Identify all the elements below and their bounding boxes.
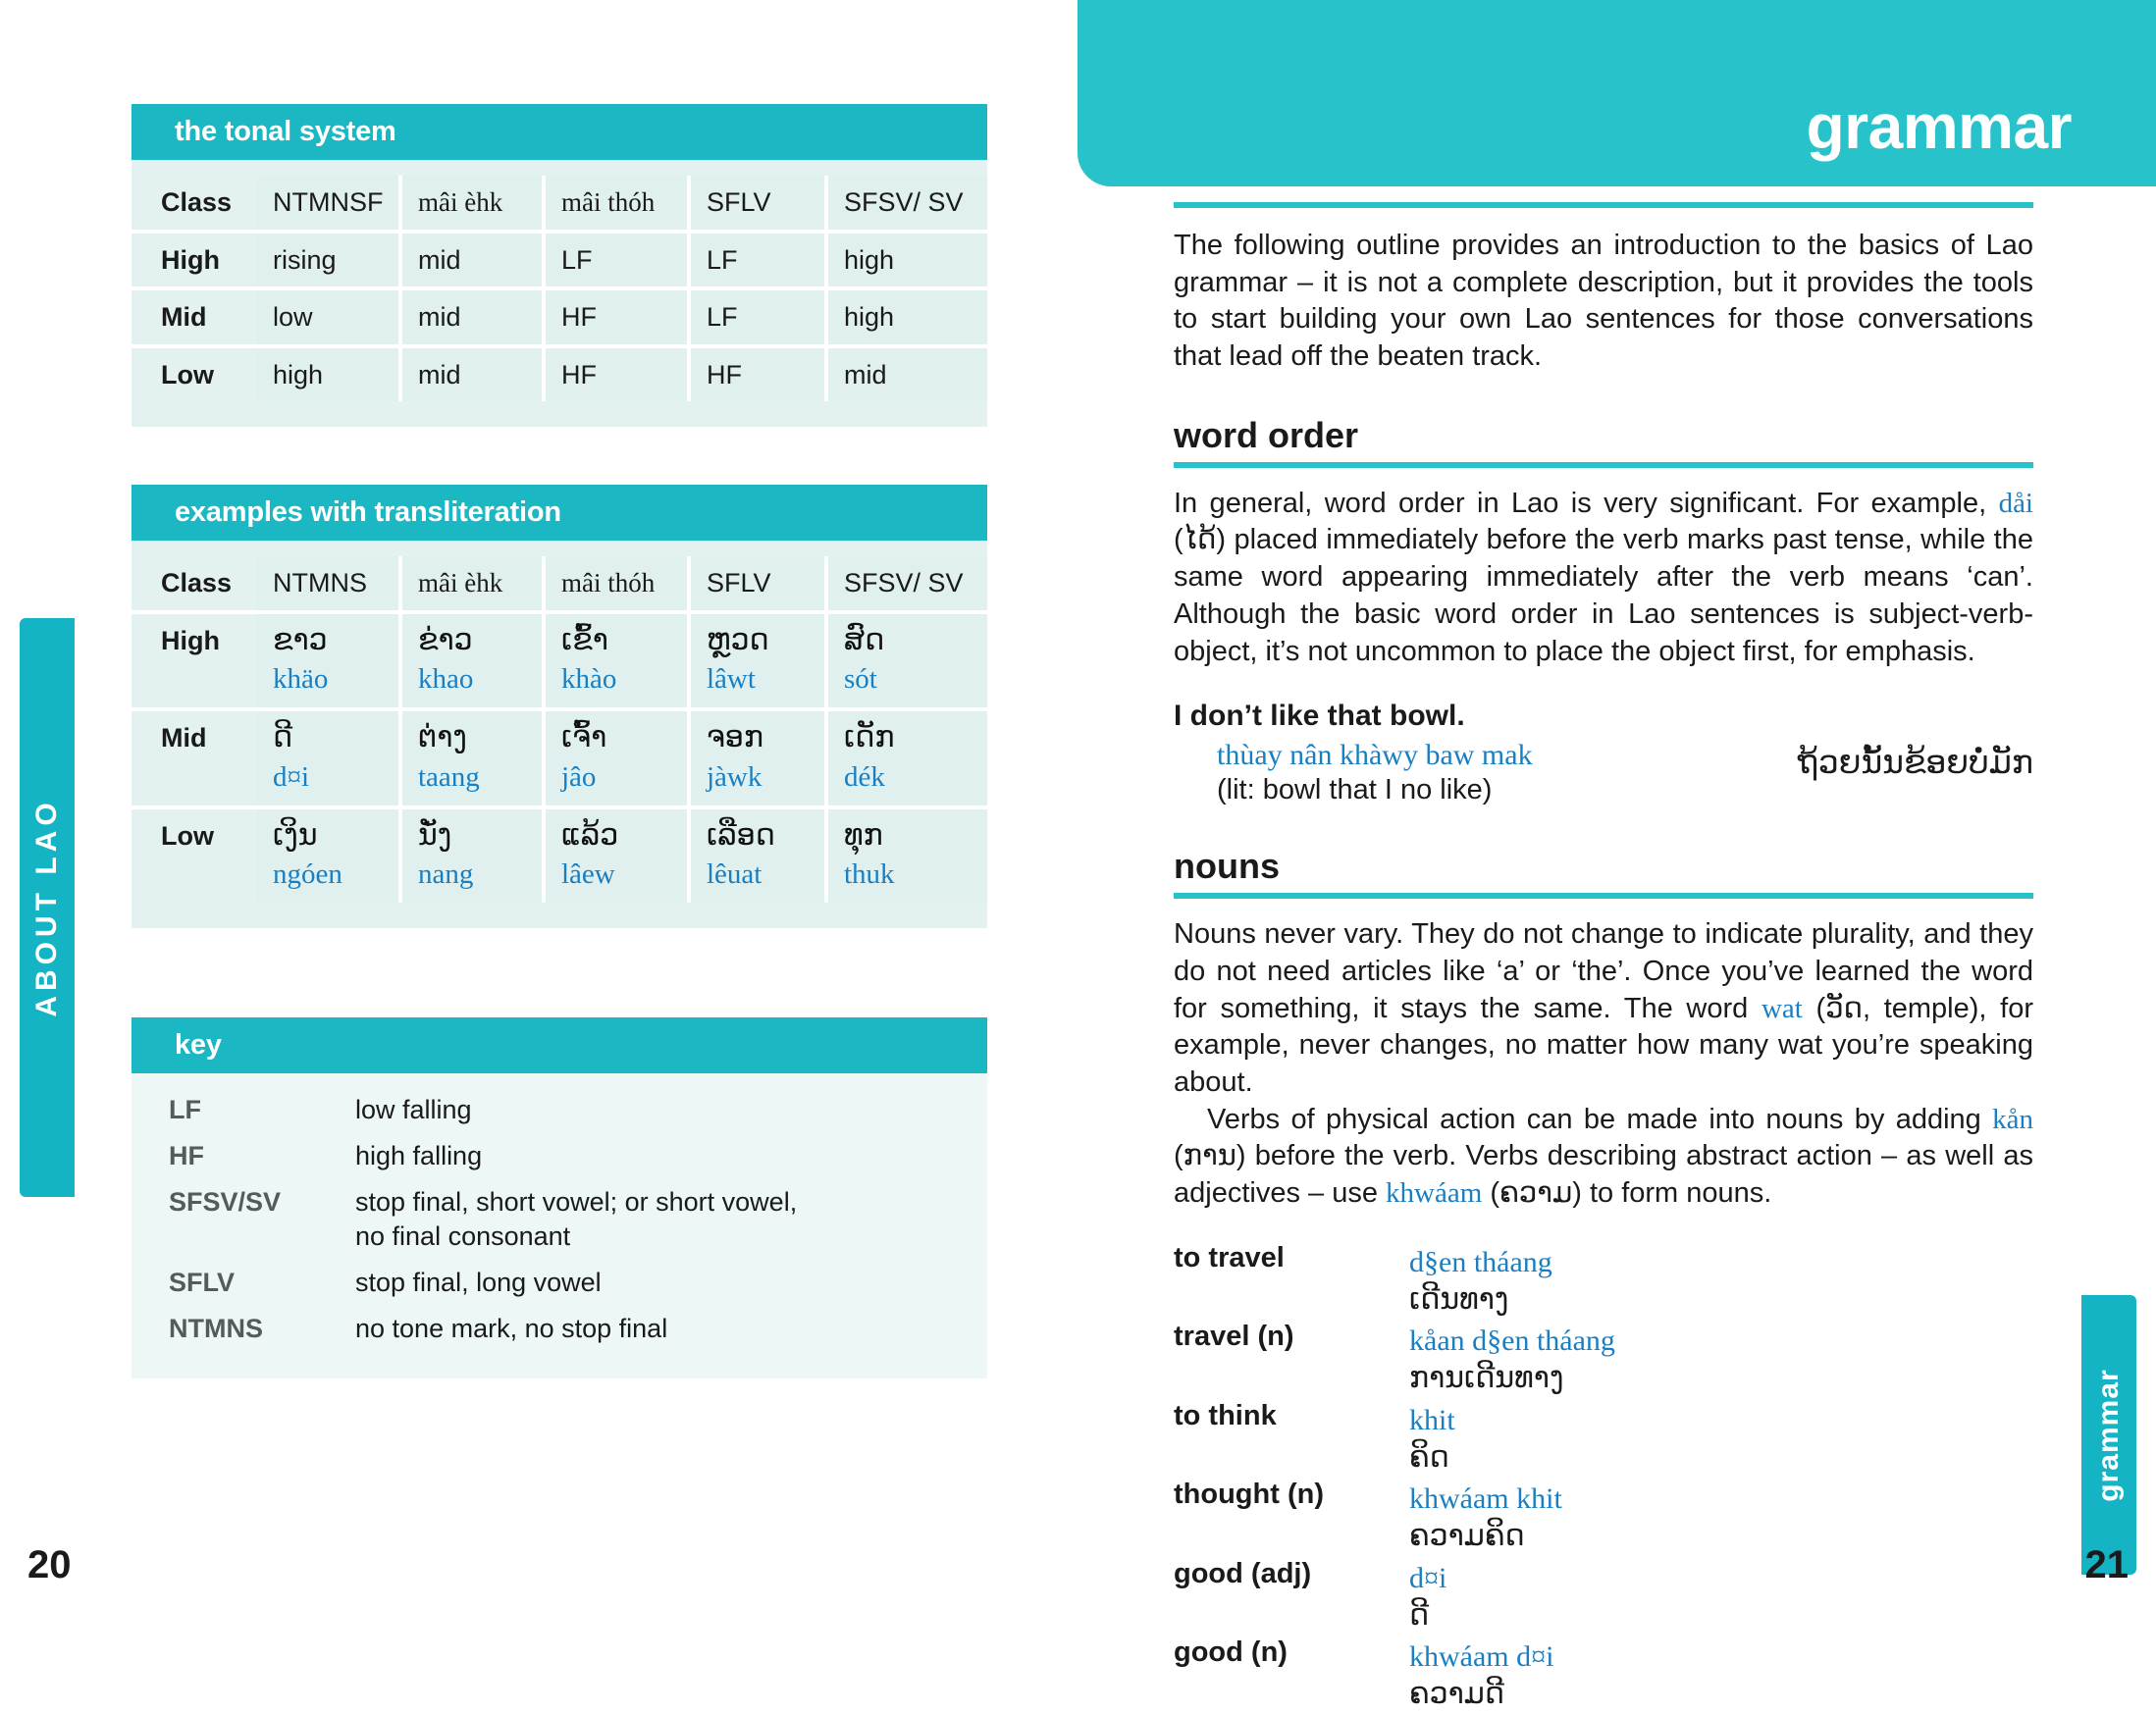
cell: high [257,346,400,402]
key-heading: key [131,1017,987,1073]
nouns-text-1b: (ວັດ, temple), for example, never changes, no matter how many wat you’re speaking about. [1174,992,2033,1098]
vocab-romanization: khit [1409,1403,1455,1436]
key-meaning: high falling [355,1133,987,1179]
list-item [131,1179,987,1260]
panel-spacer [131,1353,987,1378]
lao-script: ສົດ [844,622,885,657]
vocab-romanization: d¤i [1409,1561,1447,1594]
nouns-text-2c: (ຄວາມ) to form nouns. [1482,1177,1772,1209]
cell: mid [400,232,544,289]
nouns-text-2b: (ການ) before the verb. Verbs describing abstract action – as well as adjectives – use [1174,1140,2033,1209]
page-number-right: 21 [2084,1543,2129,1586]
keyword-kan: kån [1992,1103,2033,1135]
romanization: lêuat [707,858,762,891]
vocab-lao-script: ຄວາມດີ [1409,1677,1504,1712]
table-row [1174,1398,2033,1478]
lao-script: ນັ່ງ [418,817,452,853]
cell: rising [257,232,400,289]
cell [400,709,544,807]
cell: mid [400,346,544,402]
cell: LF [544,232,689,289]
romanization: lâew [561,858,615,891]
nouns-text-2a: Verbs of physical action can be made into nouns by adding [1207,1103,1993,1135]
table-row [131,232,987,289]
example-romanization: thùay nân khàwy baw mak [1217,739,1533,772]
vocab-lao-script: ດີ [1409,1597,1430,1633]
vocab-english: travel (n) [1174,1321,1294,1353]
list-item [131,1087,987,1133]
list-item [131,1306,987,1352]
cell [689,807,826,904]
intro-paragraph: The following outline provides an introduction to the basics of Lao grammar – it is not a complete description, but it provides the tools to start building your own Lao sentences for those conversations that lead off the beaten track. [1174,230,2033,373]
key-abbr: HF [131,1133,355,1179]
cell: HF [689,346,826,402]
key-abbr: LF [131,1087,355,1133]
vocab-lao-script: ການເດີນທາງ [1409,1361,1564,1396]
table-header-row [131,556,987,612]
table-row [131,288,987,346]
vocab-romanization: kåan d§en tháang [1409,1324,1615,1358]
lao-script: ເງິນ [273,817,318,853]
lao-script: ແລ້ວ [561,817,619,853]
lao-script: ຈອກ [707,720,763,755]
row-label-mid: Mid [131,709,257,807]
row-label-low: Low [131,807,257,904]
col-header-mai-ehk: mâi èhk [400,176,544,232]
vocab-romanization: d§en tháang [1409,1245,1552,1278]
row-label-high: High [131,232,257,289]
row-label-high: High [131,612,257,710]
example-lao-script: ຖ້ວຍນັ້ນຂ້ອຍບໍ່ມັກ [1797,743,2033,782]
lao-script: ເລືອດ [707,817,775,853]
vocab-english: thought (n) [1174,1479,1324,1511]
panel-spacer [131,541,987,556]
col-header-mai-thoh: mâi thóh [544,176,689,232]
table-header-row [131,176,987,232]
cell: LF [689,288,826,346]
cell [257,807,400,904]
vocab-english: to think [1174,1399,1277,1431]
cell [544,612,689,710]
vocab-lao-script: ຄິດ [1409,1439,1449,1475]
nouns-text-1a: Nouns never vary. They do not change to indicate plurality, and they do not need articles like ‘a’ or ‘the’. Once you’ve learned the word for something, it stays the same. The word [1174,918,2033,1024]
sidebar-tab-about-lao-label: ABOUT LAO [30,798,63,1017]
cell [257,709,400,807]
lao-script: ດີ [273,720,293,755]
romanization: khäo [273,663,329,696]
cell: LF [689,232,826,289]
key-panel [131,1017,987,1378]
panel-spacer [131,1073,987,1087]
section-heading-word-order: word order [1174,414,1359,455]
cell [826,612,987,710]
intro-block [1174,202,2033,376]
lao-script: ເຂົ້າ [561,622,608,657]
romanization: d¤i [273,760,310,793]
cell [257,612,400,710]
table-row [1174,1635,2033,1714]
romanization: lâwt [707,663,756,696]
lao-script: ເຈົ້າ [561,720,607,755]
tonal-system-heading: the tonal system [131,104,987,160]
grammar-content [1174,202,2033,1714]
grammar-banner [1078,0,2156,186]
table-row [131,346,987,402]
vocab-lao-script: ຄວາມຄິດ [1409,1519,1525,1554]
noun-vocab-table [1174,1240,2033,1714]
cell [400,807,544,904]
romanization: jàwk [707,760,762,793]
left-page [0,0,1078,1623]
key-meaning: stop final, short vowel; or short vowel, no final consonant [355,1179,987,1260]
table-row [1174,1319,2033,1398]
nouns-paragraph-1 [1174,916,2033,1101]
lao-script: ເດັກ [844,720,895,755]
romanization: ngóen [273,858,342,891]
cell: low [257,288,400,346]
romanization: dék [844,760,885,793]
cell: mid [826,346,987,402]
lao-script: ທຸກ [844,817,883,853]
row-label-mid: Mid [131,288,257,346]
col-header-sfsv-sv: SFSV/ SV [826,556,987,612]
key-abbr: SFSV/SV [131,1179,355,1260]
cell [400,612,544,710]
lao-script: ຫຼວດ [707,622,769,657]
table-row [1174,1556,2033,1636]
example-literal: (lit: bowl that I no like) [1217,774,1493,806]
examples-panel [131,485,987,928]
table-row [131,807,987,904]
col-header-ntmns: NTMNS [257,556,400,612]
row-label-low: Low [131,346,257,402]
cell: mid [400,288,544,346]
romanization: taang [418,760,480,793]
cell [689,612,826,710]
vocab-romanization: khwáam khit [1409,1482,1562,1516]
section-heading-nouns: nouns [1174,846,1280,887]
tonal-system-panel [131,104,987,427]
keyword-dai: dåi [1998,487,2033,519]
word-order-text-1: In general, word order in Lao is very significant. For example, [1174,487,1999,519]
list-item [131,1260,987,1306]
cell [826,709,987,807]
romanization: jâo [561,760,597,793]
romanization: khao [418,663,474,696]
col-header-ntmnsf: NTMNSF [257,176,400,232]
cell: high [826,288,987,346]
key-table [131,1087,987,1353]
col-header-class: Class [131,176,257,232]
cell [826,807,987,904]
sidebar-tab-grammar [2081,1295,2136,1575]
word-order-text-2: (ໄດ້) placed immediately before the verb marks past tense, while the same word appearing immediately after the verb means ‘can’. Although the basic word order in Lao sentences is subject-verb-object, it’s not uncommon to place the object first, for emphasis. [1174,524,2033,667]
sidebar-tab-grammar-label: grammar [2092,1368,2125,1502]
sidebar-tab-about-lao [20,618,75,1197]
cell: high [826,232,987,289]
examples-heading: examples with transliteration [131,485,987,541]
vocab-romanization: khwáam d¤i [1409,1640,1554,1674]
vocab-lao-script: ເດີນທາງ [1409,1281,1509,1317]
romanization: sót [844,663,877,696]
examples-table [131,556,987,903]
col-header-class: Class [131,556,257,612]
key-meaning: stop final, long vowel [355,1260,987,1306]
col-header-sflv: SFLV [689,176,826,232]
romanization: khào [561,663,617,696]
key-meaning: no tone mark, no stop final [355,1306,987,1352]
cell [544,807,689,904]
panel-spacer [131,903,987,928]
list-item [131,1133,987,1179]
page-title: grammar [1806,91,2072,162]
key-meaning: low falling [355,1087,987,1133]
cell: HF [544,288,689,346]
col-header-mai-thoh: mâi thóh [544,556,689,612]
romanization: nang [418,858,474,891]
col-header-sfsv-sv: SFSV/ SV [826,176,987,232]
cell [689,709,826,807]
table-row [131,709,987,807]
vocab-english: good (adj) [1174,1557,1312,1589]
col-header-mai-ehk: mâi èhk [400,556,544,612]
example-english: I don’t like that bowl. [1174,700,1465,733]
section-divider [1174,462,2033,468]
key-abbr: SFLV [131,1260,355,1306]
tonal-system-table [131,176,987,401]
lao-script: ຂ່າວ [418,622,473,657]
page-number-left: 20 [27,1543,72,1586]
panel-spacer [131,160,987,176]
table-row [1174,1477,2033,1556]
section-divider [1174,893,2033,899]
table-row [1174,1240,2033,1320]
vocab-english: to travel [1174,1241,1285,1273]
col-header-sflv: SFLV [689,556,826,612]
cell [544,709,689,807]
nouns-paragraph-2 [1174,1102,2033,1213]
lao-script: ຂາວ [273,622,328,657]
table-row [131,612,987,710]
keyword-wat: wat [1761,992,1803,1024]
cell: HF [544,346,689,402]
key-abbr: NTMNS [131,1306,355,1352]
romanization: thuk [844,858,895,891]
panel-spacer [131,401,987,427]
lao-script: ຕ່າງ [418,720,467,755]
word-order-paragraph [1174,486,2033,670]
example-block-bowl [1174,700,2033,806]
keyword-khwaam: khwáam [1386,1177,1483,1209]
vocab-english: good (n) [1174,1636,1288,1669]
